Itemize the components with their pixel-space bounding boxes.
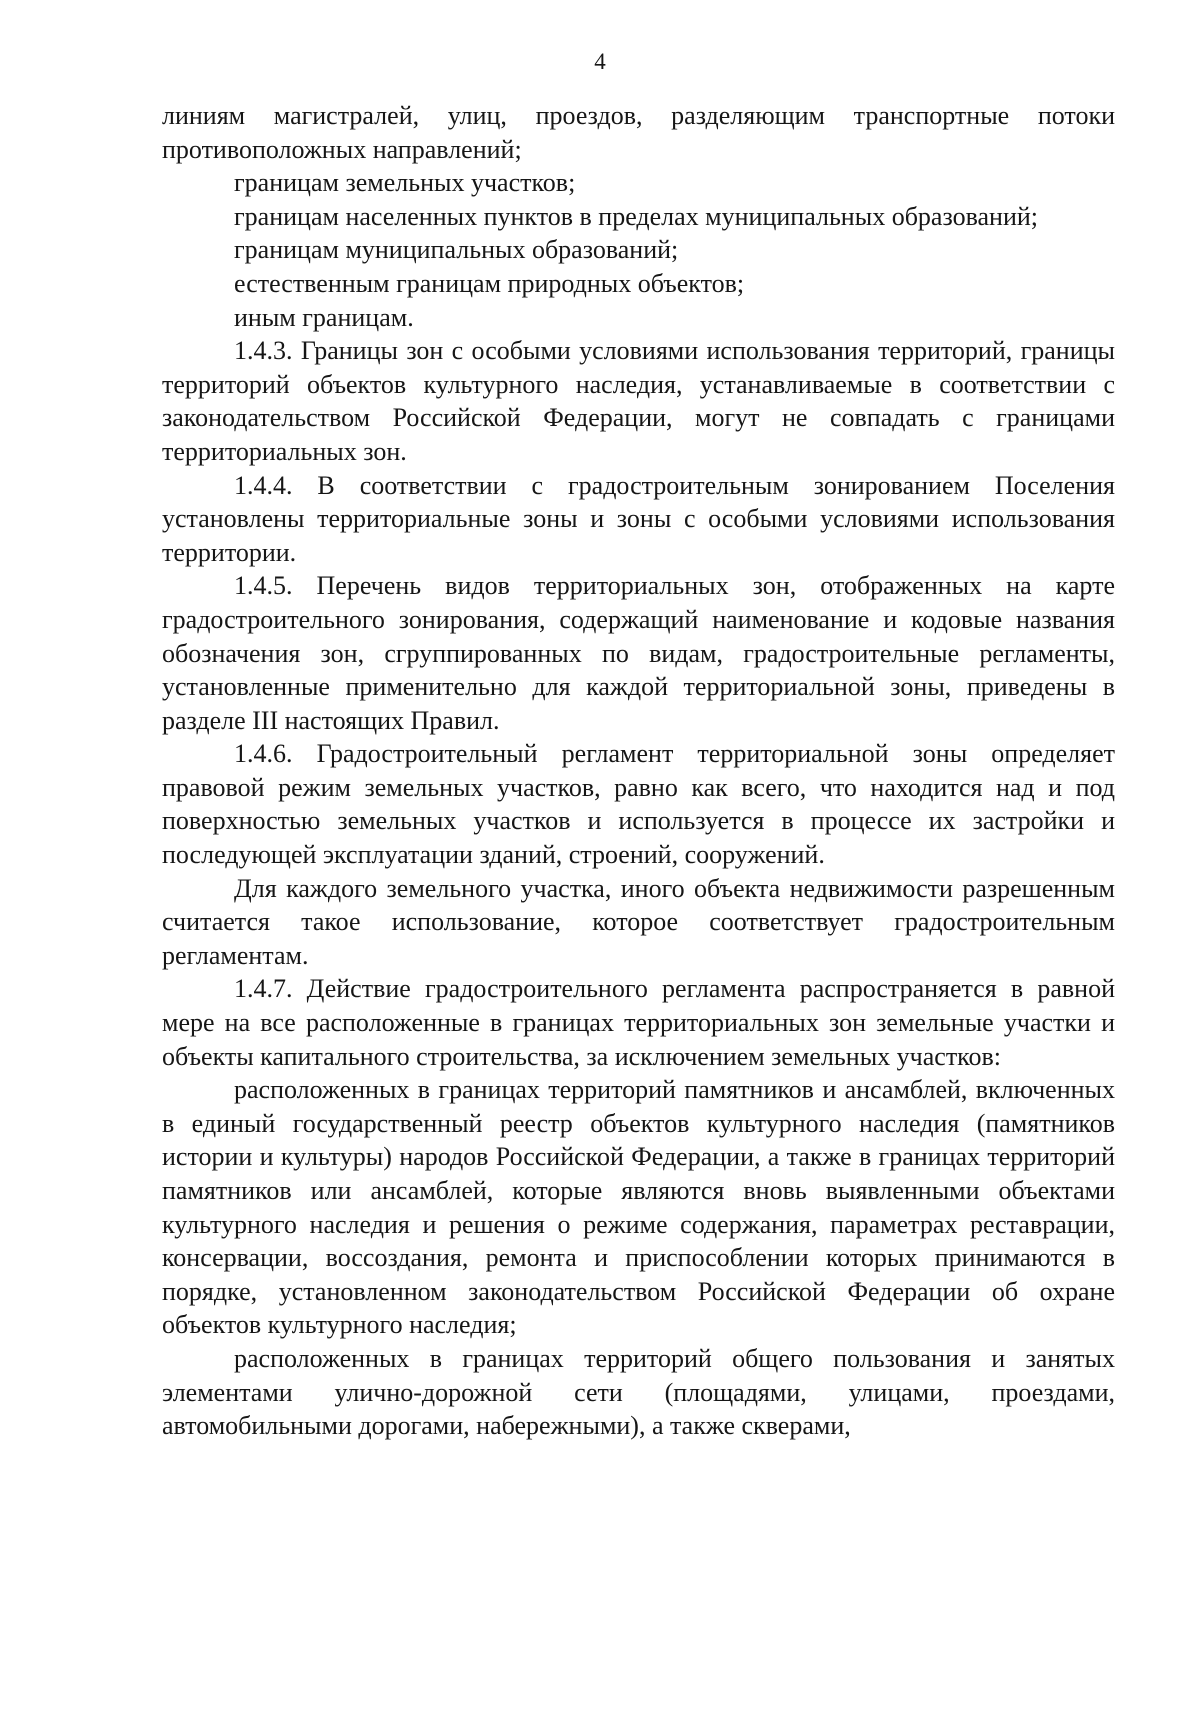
- paragraph-list-item: границам муниципальных образований;: [234, 235, 679, 265]
- paragraph-clause-1-4-3: 1.4.3. Границы зон с особыми условиями использования территорий, границы территорий объектов культурного наследия, устанавливаемые в соответствии с законодательством Российской Федерации, могут не совпадать с границами территориальных зон.: [162, 336, 1115, 466]
- document-body: [162, 99, 1115, 1443]
- paragraph-list-item: границам земельных участков;: [234, 168, 576, 198]
- paragraph-clause-1-4-7: 1.4.7. Действие градостроительного регламента распространяется в равной мере на все расположенные в границах территориальных зон земельные участки и объекты капитального строительства, за исключением земельных участков:: [162, 974, 1115, 1071]
- paragraph-clause-1-4-4: 1.4.4. В соответствии с градостроительным зонированием Поселения установлены территориальные зоны и зоны с особыми условиями использования территории.: [162, 470, 1115, 567]
- paragraph-clause-1-4-6: 1.4.6. Градостроительный регламент территориальной зоны определяет правовой режим земельных участков, равно как всего, что находится над и под поверхностью земельных участков и используется в процессе их застройки и последующей эксплуатации зданий, строений, сооружений.: [162, 739, 1115, 870]
- paragraph-permitted-use: Для каждого земельного участка, иного объекта недвижимости разрешенным считается такое использование, которое соответствует градостроительным регламентам.: [162, 873, 1115, 970]
- page-number: 4: [594, 49, 606, 74]
- paragraph-list-item: иным границам.: [234, 302, 414, 332]
- paragraph-exception-public-use: расположенных в границах территорий общего пользования и занятых элементами улично-дорожной сети (площадями, улицами, проездами, автомобильными дорогами, набережными), а также скверами,: [162, 1343, 1115, 1441]
- paragraph-list-item: границам населенных пунктов в пределах муниципальных образований;: [234, 201, 1039, 231]
- paragraph-continuation: линиям магистралей, улиц, проездов, разделяющим транспортные потоки противоположных направлений;: [162, 101, 1115, 164]
- paragraph-clause-1-4-5: 1.4.5. Перечень видов территориальных зон, отображенных на карте градостроительного зонирования, содержащий наименование и кодовые названия обозначения зон, сгруппированных по видам, градостроительные регламенты, установленные применительно для каждой территориальной зоны, приведены в разделе III настоящих Правил.: [162, 571, 1115, 735]
- paragraph-exception-heritage: расположенных в границах территорий памятников и ансамблей, включенных в единый государственный реестр объектов культурного наследия (памятников истории и культуры) народов Российской Федерации, а также в границах территорий памятников или ансамблей, которые являются вновь выявленными объектами культурного наследия и решения о режиме содержания, параметрах реставрации, консервации, воссоздания, ремонта и приспособлении которых принимаются в порядке, установленном законодательством Российской Федерации об охране объектов культурного наследия;: [162, 1075, 1115, 1340]
- paragraph-list-item: естественным границам природных объектов;: [234, 268, 745, 298]
